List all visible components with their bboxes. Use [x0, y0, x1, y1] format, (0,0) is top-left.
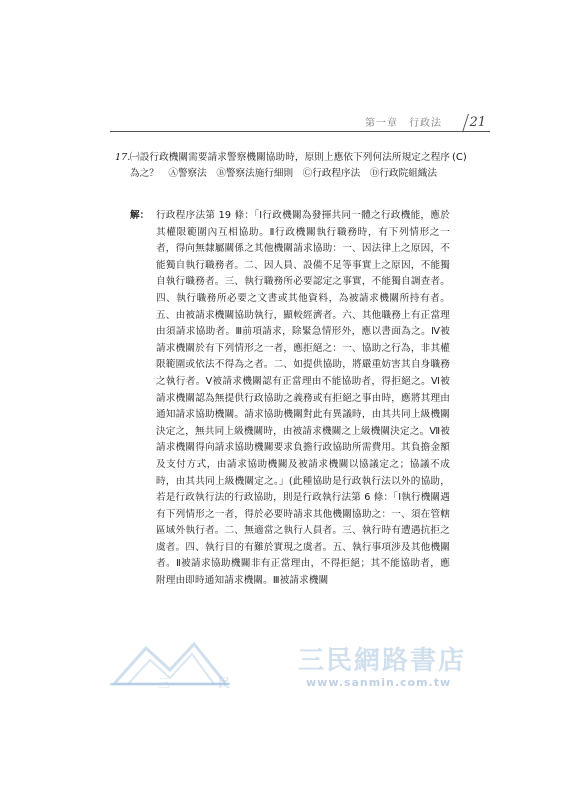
answer-marker	[452, 150, 467, 166]
explanation-label: 解：	[130, 210, 150, 221]
watermark-brand: 三民網路書店	[298, 646, 467, 676]
question-block	[115, 150, 450, 183]
header-slash	[462, 114, 469, 132]
answer-bracket-close: )	[462, 152, 467, 163]
answer-bracket-open: (	[452, 152, 456, 163]
watermark	[110, 640, 470, 700]
running-head: 第一章 行政法	[365, 118, 442, 129]
question-number: 17.	[115, 152, 131, 163]
explanation-text: 行政程序法第 19 條：「Ⅰ行政機關為發揮共同一體之行政機能，應於其權限範圍內互相協助。Ⅱ行政機關執行職務時，有下列情形之一者，得向無隸屬關係之其他機關請求協助：一、因法律上之原因，不能獨自執行職務者。二、因人員、設備不足等事實上之原因，不能獨自執行職務者。三、執行職務所必要認定之事實，不能獨自調查者。四、執行職務所必要之文書或其他資料，為被請求機關所持有者。五、由被請求機關協助執行，顯較經濟者。六、其他職務上有正當理由須請求協助者。Ⅲ前項請求，除緊急情形外，應以書面為之。Ⅳ被請求機關於有下列情形之一者，應拒絕之：一、協助之行為，非其權限範圍或依法不得為之者。二、如提供協助，將嚴重妨害其自身職務之執行者。Ⅴ被請求機關認有正當理由不能協助者，得拒絕之。Ⅵ被請求機關認為無提供行政協助之義務或有拒絕之事由時，應將其理由通知請求協助機關。請求協助機關對此有異議時，由其共同上級機關決定之，無共同上級機關時，由被請求機關之上級機關決定之。Ⅶ被請求機關得向請求協助機關要求負擔行政協助所需費用。其負擔金額及支付方式，由請求協助機關及被請求機關以協議定之；協議不成時，由其共同上級機關定之。」(此種協助是行政執行法以外的協助，若是行政執行法的行政協助，則是行政執行法第 6 條：「Ⅰ執行機關遇有下列情形之一者，得於必要時請求其他機關協助之：一、須在管轄區域外執行者。二、無適當之執行人員者。三、執行時有遭遇抗拒之虞者。四、執行目的有難於實現之虞者。五、執行事項涉及其他機關者。Ⅱ被請求協助機關非有正當理由，不得拒絕；其不能協助者，應附理由即時通知請求機關。Ⅲ被請求機關	[156, 210, 450, 587]
page-header	[110, 110, 490, 132]
sanmin-logo-icon	[110, 640, 230, 688]
question-text: ㈠設行政機關需要請求警察機關協助時，原則上應依下列何法所規定之程序為之？ Ⓐ警察法 Ⓑ警察法施行細則 Ⓒ行政程序法 Ⓓ行政院組織法	[130, 152, 450, 180]
question-row	[115, 150, 450, 183]
page-number: 21	[469, 115, 486, 130]
watermark-mark-right: 民	[218, 676, 231, 690]
explanation-row	[130, 208, 450, 590]
header-rule	[110, 131, 490, 132]
watermark-mark-left: 三	[158, 676, 171, 690]
watermark-url: www.sanmin.com.tw	[306, 676, 452, 689]
explanation-block	[130, 208, 450, 590]
answer-letter: C	[455, 152, 463, 163]
